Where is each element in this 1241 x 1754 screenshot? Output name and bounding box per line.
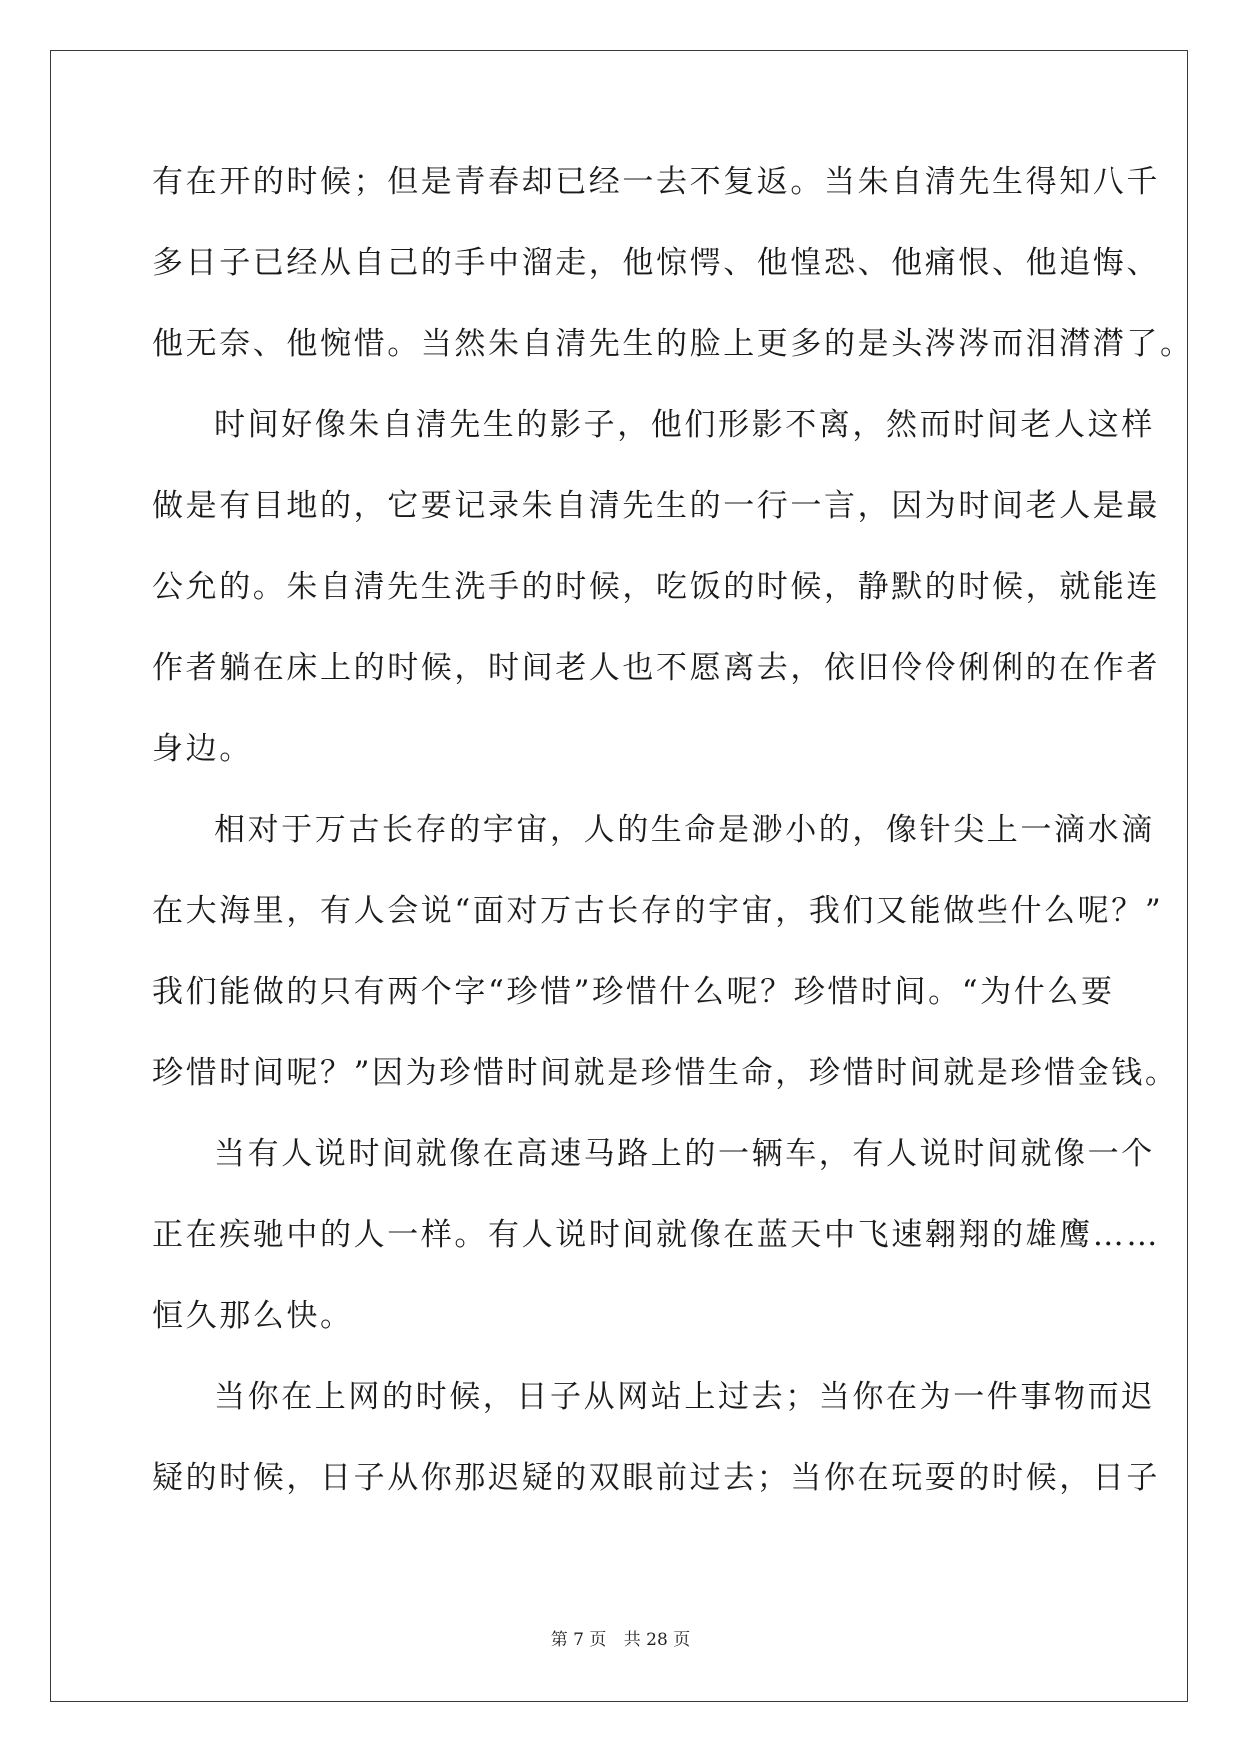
text-line: 公允的。朱自清先生洗手的时候，吃饭的时候，静默的时候，就能连	[152, 569, 1160, 605]
text-line: 时间好像朱自清先生的影子，他们形影不离，然而时间老人这样	[214, 407, 1155, 443]
text-line: 当你在上网的时候，日子从网站上过去；当你在为一件事物而迟	[214, 1379, 1155, 1415]
text-line: 做是有目地的，它要记录朱自清先生的一行一言，因为时间老人是最	[152, 488, 1160, 524]
text-line: 疑的时候，日子从你那迟疑的双眼前过去；当你在玩耍的时候，日子	[152, 1460, 1160, 1496]
text-line: 作者躺在床上的时候，时间老人也不愿离去，依旧伶伶俐俐的在作者	[152, 650, 1160, 686]
text-line: 他无奈、他惋惜。当然朱自清先生的脸上更多的是头涔涔而泪潸潸了。	[152, 326, 1194, 362]
document-body	[152, 160, 1194, 1537]
text-line: 正在疾驰中的人一样。有人说时间就像在蓝天中飞速翱翔的雄鹰……	[152, 1217, 1160, 1253]
page-number: 第 7 页	[550, 1630, 607, 1650]
page-total: 共 28 页	[623, 1630, 691, 1650]
page-footer	[0, 1625, 1241, 1650]
text-line: 珍惜时间呢？”因为珍惜时间就是珍惜生命，珍惜时间就是珍惜金钱。	[152, 1055, 1179, 1091]
text-line: 有在开的时候；但是青春却已经一去不复返。当朱自清先生得知八千	[152, 164, 1160, 200]
text-line: 在大海里，有人会说“面对万古长存的宇宙，我们又能做些什么呢？”	[152, 893, 1164, 929]
text-line: 相对于万古长存的宇宙，人的生命是渺小的，像针尖上一滴水滴	[214, 812, 1155, 848]
text-line: 身边。	[152, 731, 253, 767]
text-line: 多日子已经从自己的手中溜走，他惊愕、他惶恐、他痛恨、他追悔、	[152, 245, 1160, 281]
text-line: 恒久那么快。	[152, 1298, 354, 1334]
text-line: 我们能做的只有两个字“珍惜”珍惜什么呢？珍惜时间。“为什么要	[152, 974, 1115, 1010]
text-line: 当有人说时间就像在高速马路上的一辆车，有人说时间就像一个	[214, 1136, 1155, 1172]
